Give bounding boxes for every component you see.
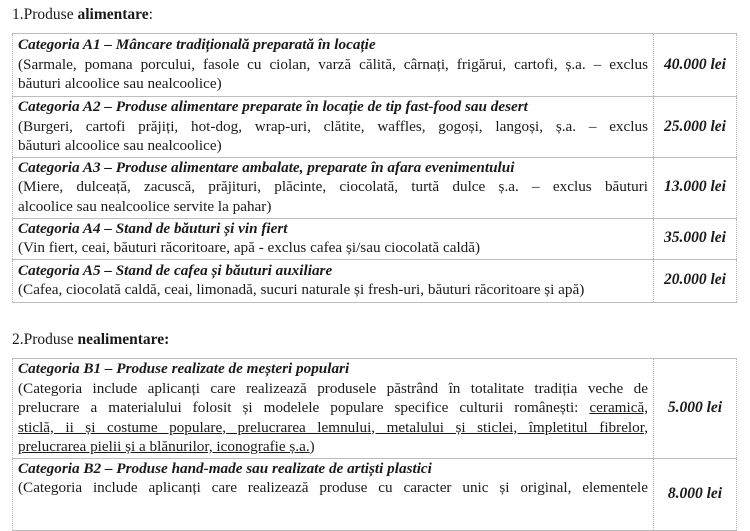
category-details-text: prelucrare a materialului folosit și modelele populare specifice culturii românești:: [18, 399, 590, 416]
category-description: [13, 259, 654, 302]
section-1-heading-suffix: :: [148, 6, 153, 23]
category-details-line: băuturi alcoolice sau nealcoolice): [18, 137, 222, 154]
category-description: [13, 97, 654, 158]
table-row: [13, 97, 737, 158]
section-1-heading: [12, 5, 153, 25]
category-title: Categoria A2 – Produse alimentare preparate în locație de tip fast-food sau desert: [18, 98, 528, 115]
category-details-underlined: sticlă, ii și costume populare, prelucrarea lemnului, metalului și sticlei, împletitul fibrelor,: [18, 418, 648, 436]
category-details-line: (Categoria include aplicanți care realizează produsele păstrând în totalitate tradiția veche de: [18, 379, 648, 397]
section-2-heading-bold: nealimentare:: [77, 331, 170, 348]
section-1-heading-bold: alimentare: [77, 6, 149, 23]
section-2-heading-prefix: 2.Produse: [12, 331, 78, 348]
table-row: [13, 458, 737, 530]
category-details-line: [18, 437, 648, 457]
category-title: Categoria B2 – Produse hand-made sau realizate de artiști plastici: [18, 459, 432, 477]
table-row: [13, 359, 737, 459]
category-description: [13, 157, 654, 218]
category-details-line: băuturi alcoolice sau nealcoolice): [18, 75, 222, 93]
category-title: Categoria B1 – Produse realizate de meșteri populari: [18, 360, 350, 377]
category-details-line: (Burgeri, cartofi prăjiți, hot-dog, wrap-uri, clătite, waffles, gogoși, langoși, ș.a. – exclus: [18, 117, 648, 135]
category-details-underlined: ceramică,: [589, 399, 648, 416]
table-row: [13, 218, 737, 259]
category-details-line: (Sarmale, pomana porcului, fasole cu ciolan, varză călită, cârnați, frigărui, cartofi, ș.a. – exclus: [18, 55, 648, 73]
category-price: 40.000 lei: [654, 34, 737, 97]
category-details: [18, 117, 648, 156]
table-row: [13, 259, 737, 302]
category-details-line: (Vin fiert, ceai, băuturi răcoritoare, apă - exclus cafea și/sau ciocolată caldă): [18, 239, 481, 256]
category-description: [13, 218, 654, 259]
section-2-heading: [12, 330, 169, 350]
table-row: [13, 34, 737, 97]
category-details: [18, 238, 648, 258]
category-details-line: (Categoria include aplicanți care realizează produse cu caracter unic și original, elementele: [18, 479, 648, 496]
category-details-line: alcoolice sau nealcoolice servite la pahar): [18, 197, 272, 215]
food-categories-table: [12, 33, 737, 303]
category-details: [18, 478, 648, 498]
category-description: [13, 359, 654, 459]
category-details-text: ): [309, 438, 315, 455]
category-details-underlined: prelucrarea pielii și a blănurilor, iconografie ș.a.: [18, 438, 310, 455]
category-price: 5.000 lei: [654, 359, 737, 459]
category-details: [18, 379, 648, 457]
category-details-line: (Cafea, ciocolată caldă, ceai, limonadă, sucuri naturale și fresh-uri, băuturi răcoritoare și apă): [18, 281, 585, 298]
category-price: 35.000 lei: [654, 218, 737, 259]
category-title: Categoria A5 – Stand de cafea și băuturi auxiliare: [18, 261, 333, 279]
section-1-heading-prefix: 1.Produse: [12, 6, 78, 23]
category-price: 8.000 lei: [654, 458, 737, 530]
non-food-categories-table: [12, 358, 737, 531]
category-price: 13.000 lei: [654, 157, 737, 218]
table-row: [13, 157, 737, 218]
category-price: 20.000 lei: [654, 259, 737, 302]
category-details-line: [18, 398, 648, 418]
category-description: [13, 458, 654, 530]
category-title: Categoria A4 – Stand de băuturi și vin fiert: [18, 219, 288, 237]
category-details: [18, 55, 648, 94]
category-details: [18, 280, 648, 300]
category-title: Categoria A3 – Produse alimentare ambalate, preparate în afara evenimentului: [18, 158, 515, 176]
category-price: 25.000 lei: [654, 97, 737, 158]
category-details: [18, 177, 648, 216]
category-details-line: (Miere, dulceață, zacuscă, prăjituri, plăcinte, ciocolată, turtă dulce ș.a. – exclus băuturi: [18, 178, 648, 196]
category-description: [13, 34, 654, 97]
category-title: Categoria A1 – Mâncare tradițională preparată în locație: [18, 36, 376, 54]
